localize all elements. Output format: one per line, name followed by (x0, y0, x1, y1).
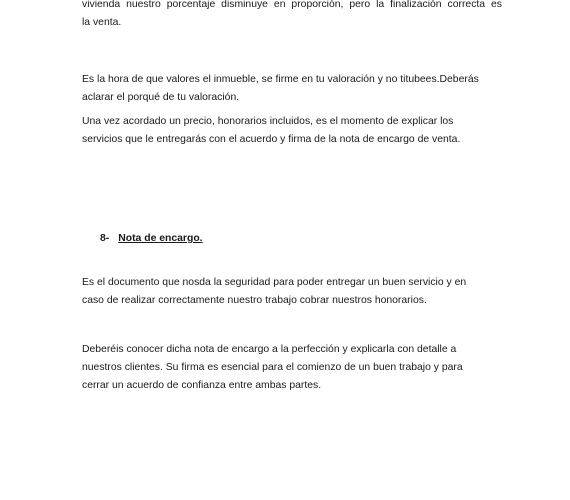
paragraph-line: aclarar el porqué de tu valoración. (82, 92, 240, 103)
paragraph-line: cerrar un acuerdo de confianza entre ambas partes. (82, 380, 322, 391)
paragraph-line: la venta. (82, 17, 122, 28)
paragraph-valuation (82, 71, 502, 107)
paragraph-line: vivienda nuestro porcentaje disminuye en proporción, pero la finalización correcta es (82, 0, 502, 10)
paragraph-line: Es el documento que nosda la seguridad para poder entregar un buen servicio y en (82, 277, 467, 288)
paragraph-line: Deberéis conocer dicha nota de encargo a la perfección y explicarla con detalle a (82, 344, 457, 355)
paragraph-know-the-note (82, 341, 502, 395)
paragraph-line: caso de realizar correctamente nuestro trabajo cobrar nuestros honorarios. (82, 295, 427, 306)
paragraph-document-definition (82, 274, 502, 310)
paragraph-agreed-price (82, 113, 502, 149)
paragraph-sale-completion (82, 0, 502, 32)
section-heading (100, 233, 203, 244)
paragraph-line: servicios que le entregarás con el acuerdo y firma de la nota de encargo de venta. (82, 134, 461, 145)
paragraph-line: Es la hora de que valores el inmueble, se firme en tu valoración y no titubees.Deberás (82, 74, 479, 85)
section-number: 8- (100, 233, 110, 244)
paragraph-line: nuestros clientes. Su firma es esencial para el comienzo de un buen trabajo y para (82, 362, 463, 373)
section-title: Nota de encargo. (118, 233, 203, 244)
paragraph-line: Una vez acordado un precio, honorarios incluidos, es el momento de explicar los (82, 116, 454, 127)
